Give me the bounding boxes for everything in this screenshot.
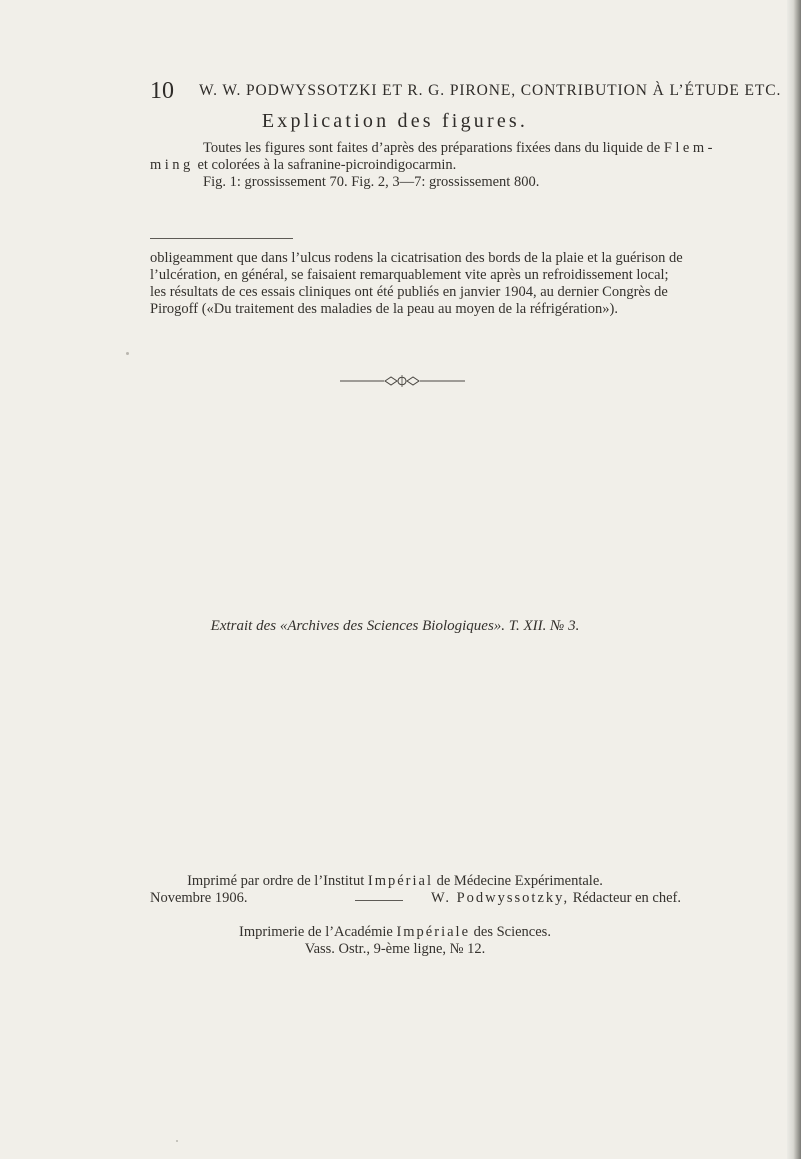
explication-line-1: [203, 140, 716, 157]
printer-imperial: Impériale: [396, 924, 471, 940]
imprint-imperial: Impérial: [367, 873, 433, 889]
page-number: 10: [150, 78, 174, 104]
footnote-rule: [150, 238, 293, 239]
extract-citation: Extrait des «Archives des Sciences Biologiques». T. XII. № 3.: [210, 618, 580, 634]
printer-address: Vass. Ostr., 9-ème ligne, № 12.: [304, 941, 486, 957]
explication-line-2-text: et colorées à la safranine-picroindigocarmin.: [197, 157, 457, 173]
author-name-part-1: Flem-: [663, 140, 716, 156]
printer-line-1: [0, 924, 790, 941]
paper-speck: [126, 352, 129, 355]
editor-name: W. Podwyssotzky,: [431, 890, 570, 906]
ornamental-divider: [340, 374, 465, 388]
footnote-line-1: obligeamment que dans l’ulcus rodens la cicatrisation des bords de la plaie et la guérison de: [150, 250, 683, 266]
imprint-text-after: de Médecine Expérimentale.: [436, 873, 603, 889]
imprint-text-before: Imprimé par ordre de l’Institut: [187, 873, 365, 889]
explication-line-3: Fig. 1: grossissement 70. Fig. 2, 3—7: grossissement 800.: [203, 174, 540, 190]
signature-rule: [355, 900, 403, 901]
explication-line-2: [150, 157, 456, 174]
author-name-part-2: ming: [150, 157, 194, 173]
printer-text-after: des Sciences.: [473, 924, 551, 940]
footnote-line-2: l’ulcération, en général, se faisaient remarquablement vite après un refroidissement local;: [150, 267, 669, 283]
footnote-line-3: les résultats de ces essais cliniques ont été publiés en janvier 1904, au dernier Congrès de: [150, 284, 668, 300]
section-title: Explication des figures.: [261, 110, 529, 132]
imprint-line: [0, 873, 790, 890]
page-edge: [787, 0, 801, 1159]
running-title: W. W. PODWYSSOTZKI ET R. G. PIRONE, CONTRIBUTION À L’ÉTUDE ETC.: [199, 82, 782, 99]
paper-speck: [176, 1140, 178, 1142]
explication-line-1-text: Toutes les figures sont faites d’après des préparations fixées dans du liquide de: [203, 140, 661, 156]
editor-title: Rédacteur en chef.: [572, 890, 681, 906]
printer-text-before: Imprimerie de l’Académie: [239, 924, 393, 940]
editor-signature: [431, 890, 681, 907]
imprint-date: Novembre 1906.: [150, 890, 248, 906]
footnote-line-4: Pirogoff («Du traitement des maladies de la peau au moyen de la réfrigération»).: [150, 301, 618, 317]
